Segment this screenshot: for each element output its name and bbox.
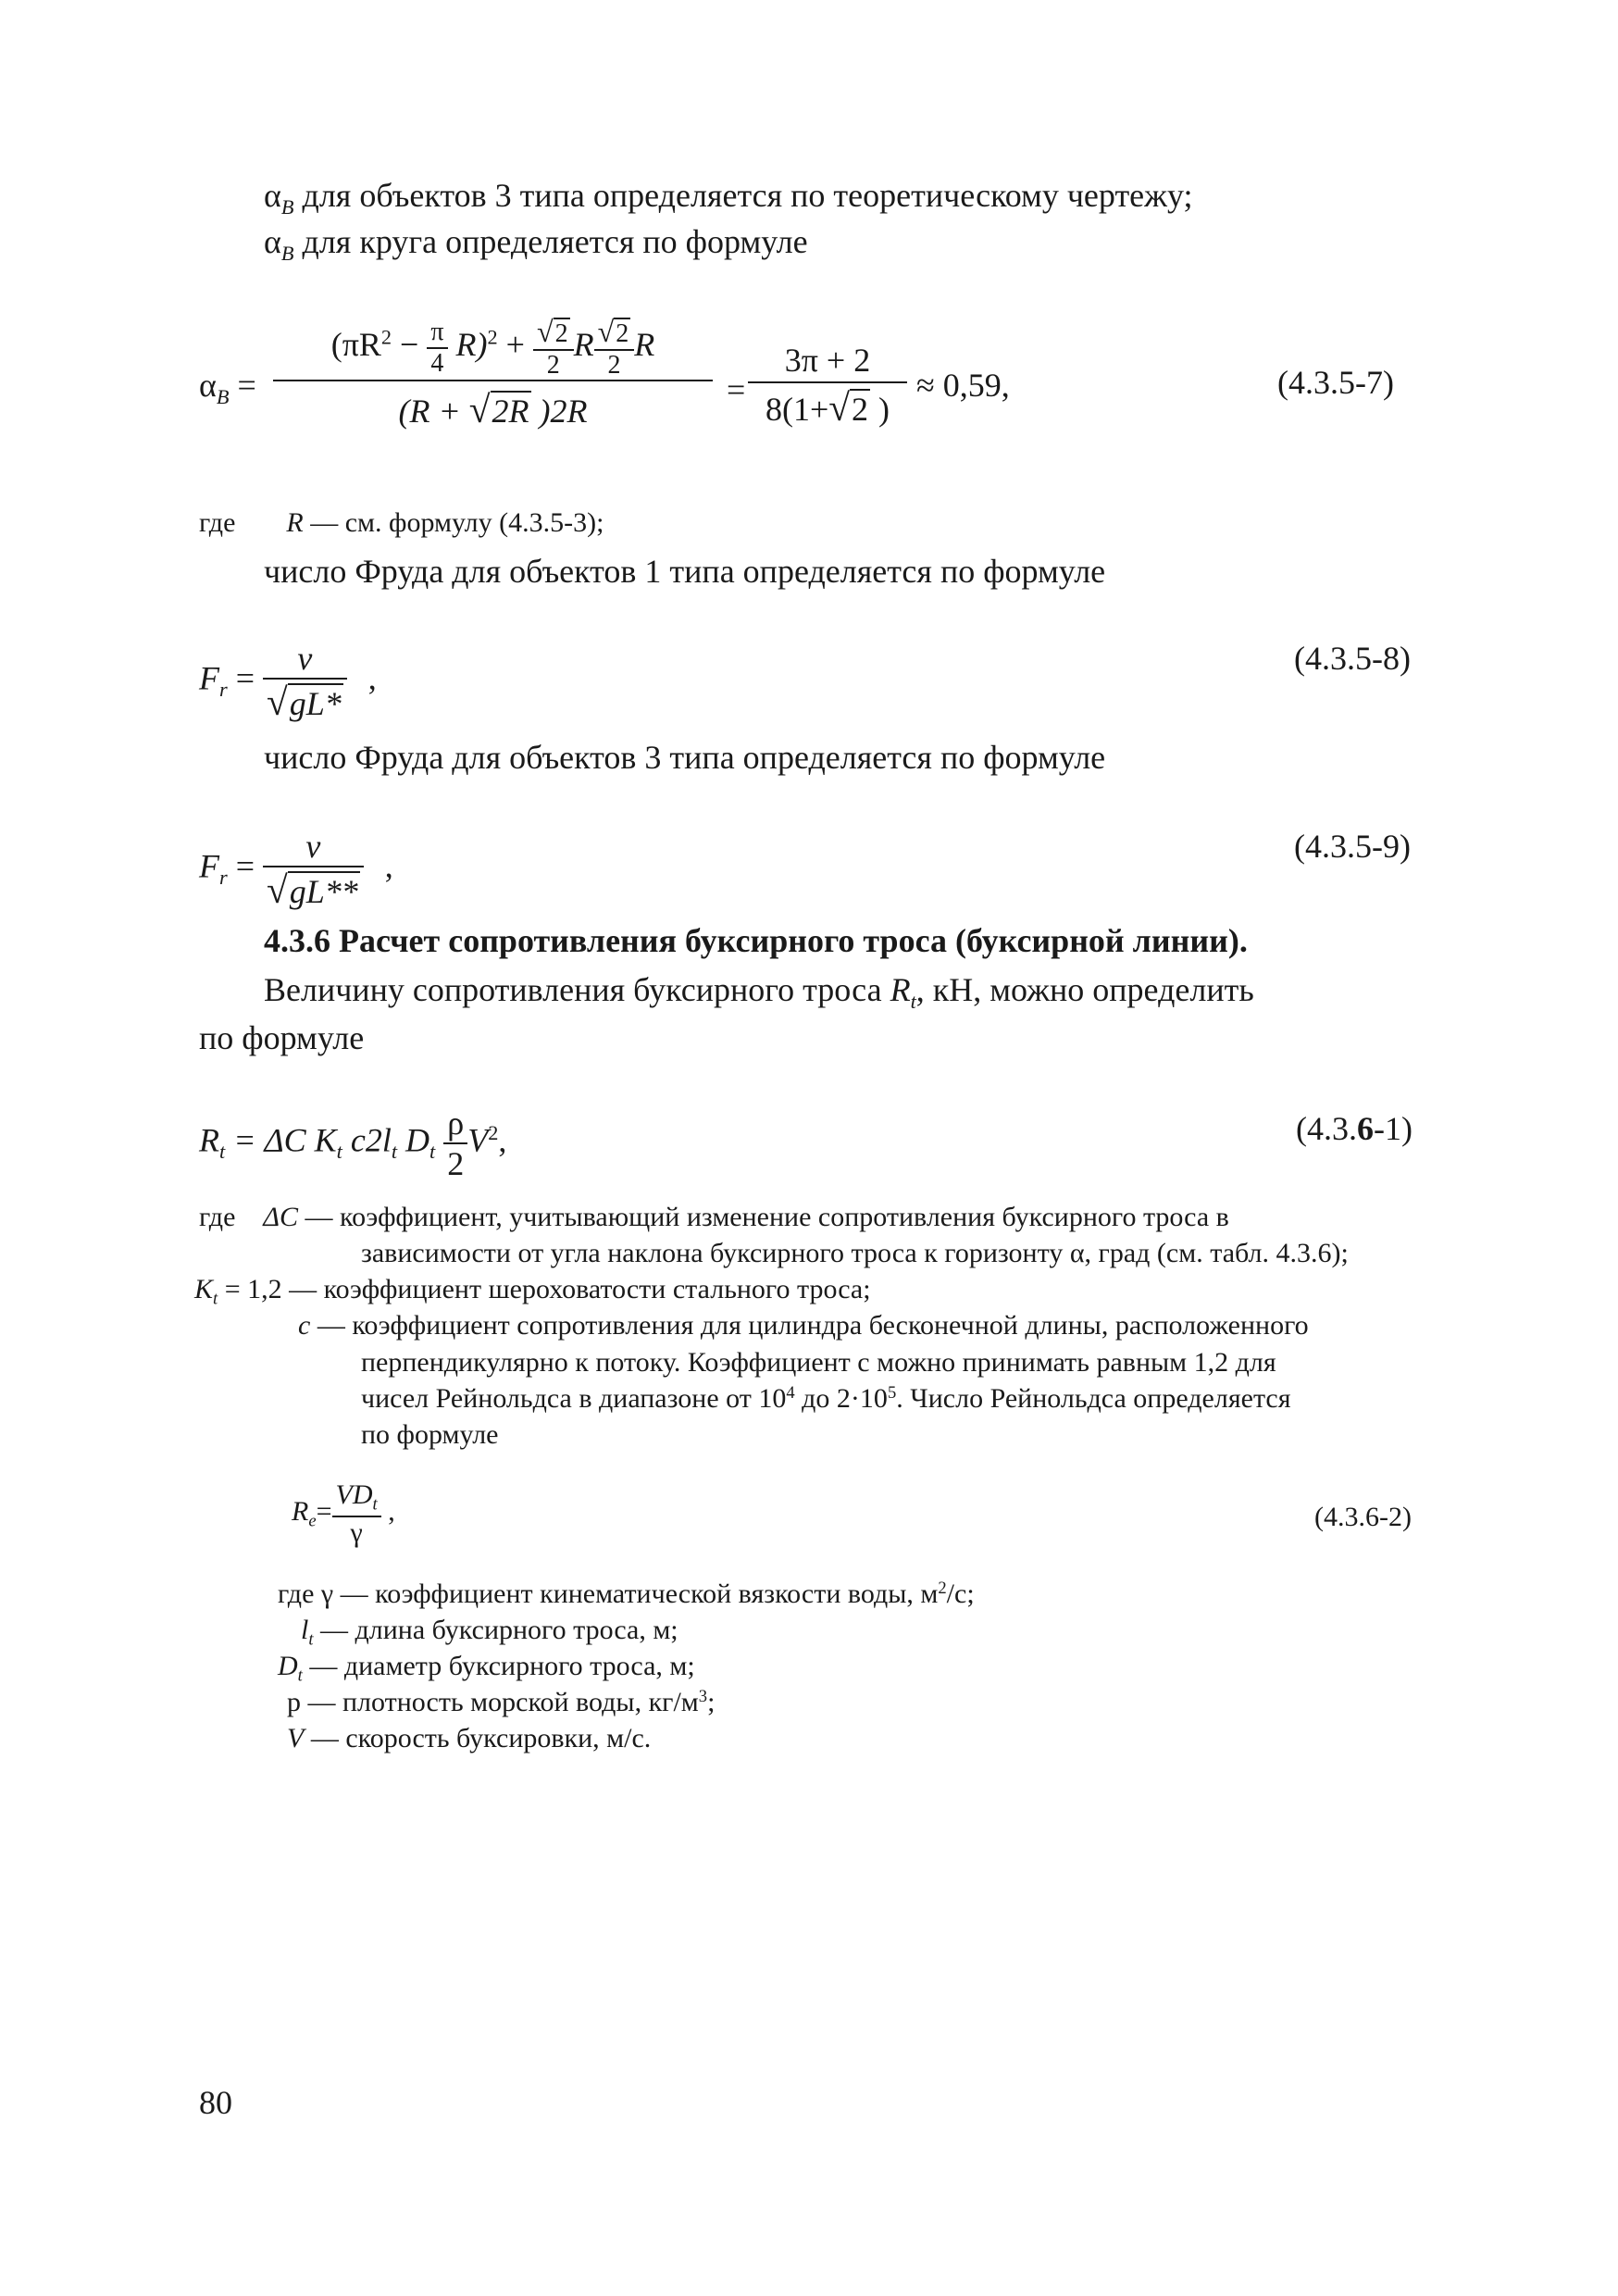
- equation-4-3-5-9: $F_r$ = $\frac{v}{√gL**}$ ,: [199, 828, 393, 911]
- froude-3-text: число Фруда для объектов 3 типа определяется по формуле: [264, 739, 1106, 776]
- equation-number-4-3-5-8: (4.3.5-8): [1294, 640, 1411, 677]
- section-paragraph-line-1: Величину сопротивления буксирного троса $R_t$, кН, можно определить: [264, 971, 1254, 1013]
- definition-l-t: $l_t$ — длина буксирного троса, м;: [301, 1615, 678, 1650]
- equation-4-3-5-7-rhs-equals: =: [727, 371, 746, 408]
- froude-1-text: число Фруда для объектов 1 типа определяется по формуле: [264, 553, 1106, 590]
- alpha-symbol: $\alpha_B$: [264, 177, 294, 218]
- equation-number-4-3-5-7: (4.3.5-7): [1277, 364, 1394, 401]
- equation-4-3-5-7-rhs-numerator: 3π + 2: [784, 342, 871, 379]
- intro-line-2-text: для круга определяется по формуле: [302, 223, 808, 260]
- definition-d-t: $D_t$ — диаметр буксирного троса, м;: [278, 1651, 695, 1686]
- equation-number-4-3-6-2: (4.3.6-2): [1314, 1502, 1412, 1532]
- intro-line-2: [264, 222, 808, 266]
- equation-4-3-6-2: $R_e=$ $\frac{VD_t}{\gamma}$ ,: [292, 1479, 395, 1548]
- equation-number-4-3-5-9: (4.3.5-9): [1294, 828, 1411, 865]
- where-r-note: [199, 507, 604, 539]
- equation-4-3-5-7-approx: ≈ 0,59,: [916, 367, 1010, 404]
- alpha-symbol: $\alpha_B$: [264, 223, 294, 265]
- where-text: — см. формулу (4.3.5-3);: [303, 507, 604, 538]
- intro-line-1: [264, 176, 1193, 219]
- section-heading: 4.3.6 Расчет сопротивления буксирного троса (буксирной линии).: [264, 922, 1248, 959]
- definition-v: V — скорость буксировки, м/с.: [287, 1723, 652, 1753]
- equation-4-3-6-1: $R_t = \Delta C$ $K_t$ $c2l_t$ $D_t$ $\frac{\rho}{2}$ $V^2$,: [199, 1104, 507, 1182]
- definition-c-line-4: по формуле: [361, 1419, 499, 1450]
- where-symbol: R: [286, 507, 304, 538]
- definition-gamma: где γ — коэффициент кинематической вязкости воды, $м^2/с$;: [278, 1578, 975, 1610]
- definition-c-line-3: чисел Рейнольдса в диапазоне от $10^4$ до $2\cdot 10^5$. Число Рейнольдса определяется: [361, 1383, 1291, 1415]
- definition-k-t: $K_t = 1,2$ — коэффициент шероховатости стального троса;: [194, 1274, 871, 1309]
- definitions-list-2: [278, 1578, 975, 1759]
- where-word: где: [199, 507, 236, 538]
- definition-delta-c-line-2: зависимости от угла наклона буксирного троса к горизонту α, град (см. табл. 4.3.6);: [361, 1238, 1349, 1268]
- equation-4-3-5-7-rhs-denominator: 8(1+√2 ): [765, 386, 890, 429]
- definition-p: p — плотность морской воды, $кг/м^3$;: [287, 1687, 716, 1718]
- equation-number-4-3-6-1: (4.3.6-1): [1296, 1110, 1413, 1147]
- equation-4-3-5-7-lhs: $\alpha_B$ =: [199, 367, 256, 408]
- equation-4-3-5-7-denominator: (R + √2R )2R: [398, 388, 588, 430]
- intro-line-1-text: для объектов 3 типа определяется по теоретическому чертежу;: [302, 177, 1193, 214]
- definition-delta-c: где ΔC — коэффициент, учитывающий изменение сопротивления буксирного троса в: [199, 1202, 1229, 1232]
- equation-4-3-5-7-fraction-bar: [273, 380, 713, 381]
- definition-c: c — коэффициент сопротивления для цилиндра бесконечной длины, расположенного: [298, 1310, 1309, 1341]
- equation-4-3-5-8: $F_r$ = $\frac{v}{√gL*}$ ,: [199, 640, 377, 723]
- section-paragraph-line-2: по формуле: [199, 1019, 365, 1056]
- equation-4-3-5-7-rhs-bar: [748, 381, 907, 383]
- definition-c-line-2: перпендикулярно к потоку. Коэффициент с можно принимать равным 1,2 для: [361, 1347, 1276, 1378]
- page-number: 80: [199, 2084, 232, 2121]
- equation-4-3-5-7-numerator: ($\pi R^2$ − $\frac{\pi}{4}$ R)$^2$ + $\frac{√2}{2}$ R $\frac{√2}{2}$ R: [330, 315, 655, 380]
